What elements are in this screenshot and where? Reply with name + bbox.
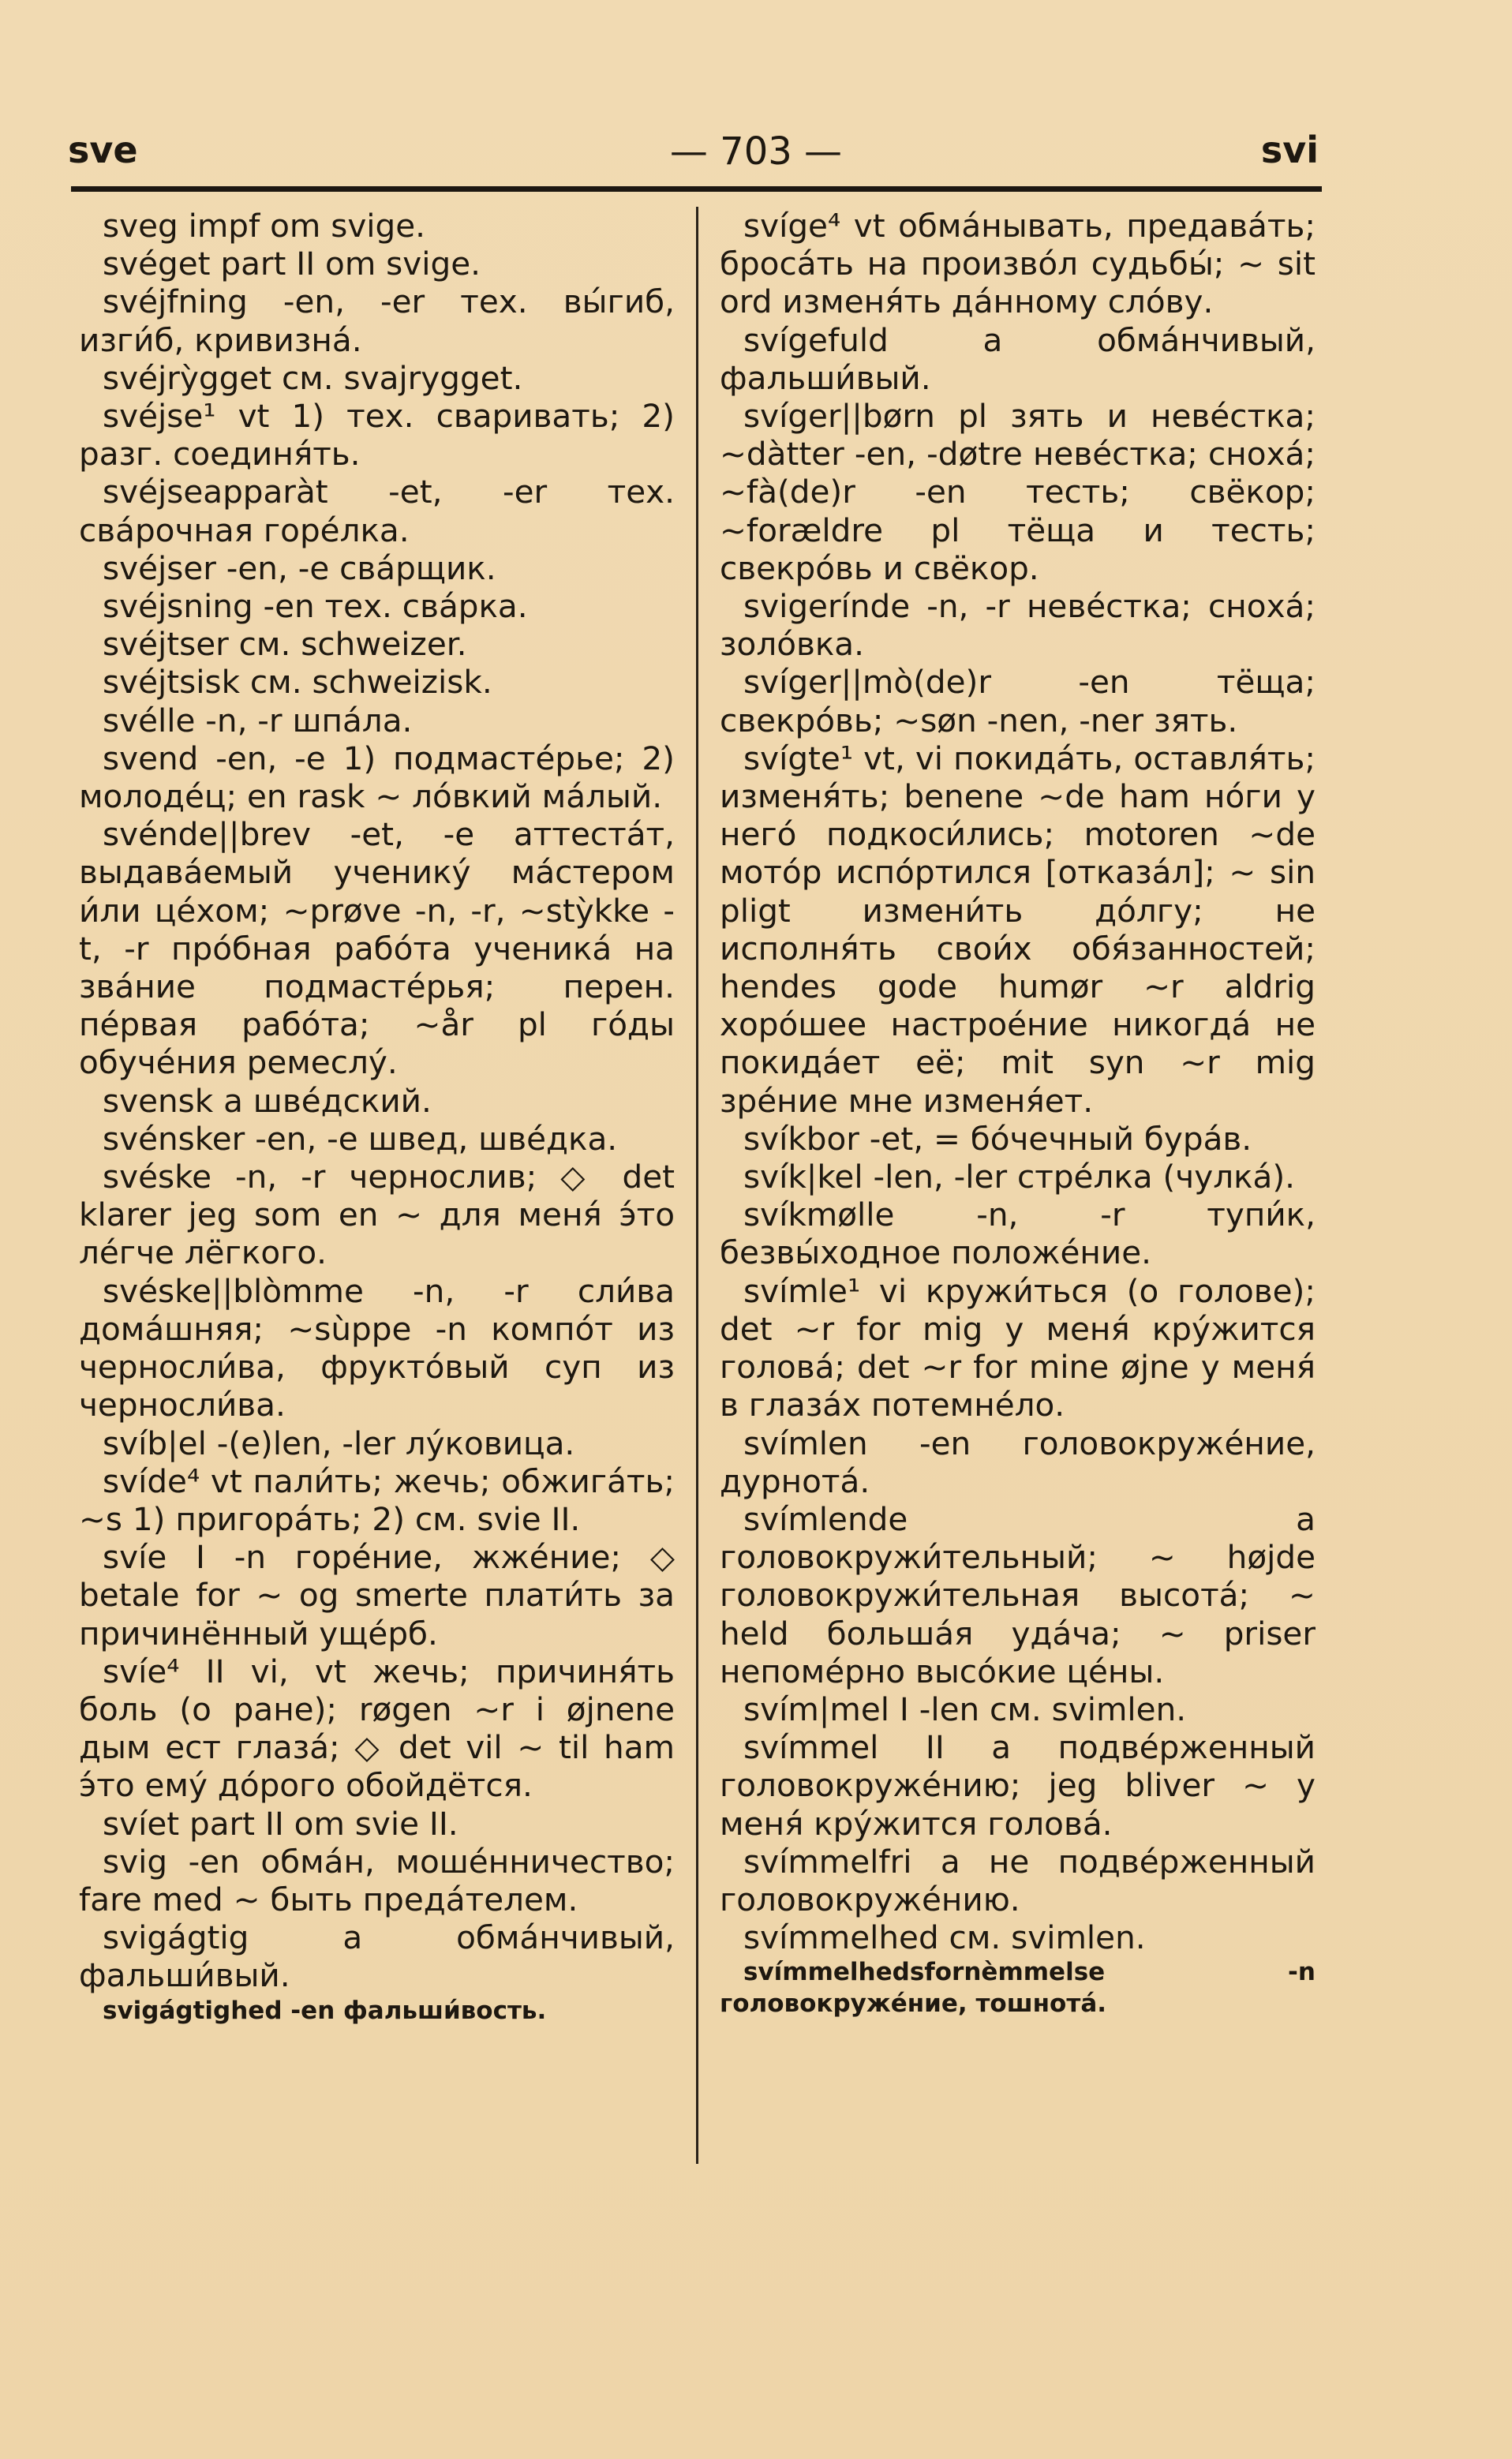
dictionary-entry: svíkmølle -n, -r тупи́к, безвы́ходное положе́ние. bbox=[720, 1196, 1316, 1272]
column-divider bbox=[696, 207, 698, 2164]
dictionary-entry: svímmelhed см. svimlen. bbox=[743, 1918, 1146, 1957]
dictionary-entry: svíkbor -et, = бо́чечный бура́в. bbox=[743, 1119, 1252, 1158]
dictionary-entry: svéjse¹ vt 1) тех. сваривать; 2) разг. соединя́ть. bbox=[79, 397, 675, 473]
dictionary-entry: svímlen -en головокруже́ние, дурнота́. bbox=[720, 1424, 1316, 1500]
dictionary-entry: svíge⁴ vt обма́нывать, предава́ть; броса́ть на произво́л судьбы́; ~ sit ord изменя́ть да́нному сло́ву. bbox=[720, 207, 1316, 321]
dictionary-entry: svíe I -n горе́ние, жже́ние; ◇ betale for ~ og smerte плати́ть за причинённый уще́рб. bbox=[79, 1538, 675, 1652]
dictionary-entry: svíet part II om svie II. bbox=[103, 1804, 458, 1843]
dictionary-entry: svímle¹ vi кружи́ться (о голове); det ~r for mig у меня́ кру́жится голова́; det ~r for mine øjne у меня́ в глаза́х потемне́ло. bbox=[720, 1271, 1316, 1424]
dictionary-entry: svéske||blòmme -n, -r сли́ва дома́шняя; ~sùppe -n компо́т из черносли́ва, фрукто́вый суп из черносли́ва. bbox=[79, 1271, 675, 1424]
dictionary-entry: svímmel II a подве́рженный головокруже́нию; jeg bliver ~ у меня́ кру́жится голова́. bbox=[720, 1728, 1316, 1843]
header-right-guideword: svi bbox=[1260, 129, 1319, 171]
dictionary-entry: svím|mel I -len см. svimlen. bbox=[743, 1690, 1187, 1728]
dictionary-entry: svígte¹ vt, vi покида́ть, оставля́ть; изменя́ть; benene ~de ham но́ги у него́ подкоси́лись; motoren ~de мото́р испо́ртился [отказа́л]; ~ sin pligt измени́ть до́лгу; не исполня́ть свои́х обя́занностей; hendes gode humør ~r aldrig хоро́шее настрое́ние никогда́ не покида́ет её; mit syn ~r mig зре́ние мне изменя́ет. bbox=[720, 739, 1316, 1120]
dictionary-entry: svíger||børn pl зять и неве́стка; ~dàtter -en, -døtre неве́стка; сноха́; ~fà(de)r -en тесть; свёкор; ~forældre pl тёща и тесть; свекро́вь и свёкор. bbox=[720, 397, 1316, 587]
dictionary-entry: svigerínde -n, -r неве́стка; сноха́; золо́вка. bbox=[720, 587, 1316, 664]
dictionary-entry: svéjtser см. schweizer. bbox=[103, 625, 467, 664]
dictionary-entry: svímmelfri a не подве́рженный головокруже́нию. bbox=[720, 1842, 1316, 1918]
dictionary-entry: svéjtsisk см. schweizisk. bbox=[103, 663, 492, 702]
header-left-guideword: sve bbox=[68, 129, 138, 171]
dictionary-entry-footer: svímmelhedsfornèmmelse -n головокруже́ние, тошнота́. bbox=[720, 1958, 1316, 2019]
left-column bbox=[79, 207, 675, 2027]
dictionary-entry-footer: svigágtighed -en фальши́вость. bbox=[103, 1996, 547, 2025]
dictionary-entry: svík|kel -len, -ler стре́лка (чулка́). bbox=[743, 1158, 1296, 1196]
dictionary-entry: svíe⁴ II vi, vt жечь; причиня́ть боль (о ране); røgen ~r i øjnene дым ест глаза́; ◇ det vil ~ til ham э́то ему́ до́рого обойдётся. bbox=[79, 1652, 675, 1805]
dictionary-entry: sveg impf om svige. bbox=[103, 207, 426, 245]
dictionary-entry: svéske -n, -r чернослив; ◇ det klarer jeg som en ~ для меня́ э́то ле́гче лёгкого. bbox=[79, 1158, 675, 1272]
dictionary-entry: svíb|el -(e)len, -ler лу́ковица. bbox=[103, 1424, 575, 1462]
dictionary-entry: svensk a шве́дский. bbox=[103, 1081, 432, 1120]
header-rule bbox=[71, 186, 1322, 192]
dictionary-entry: svigágtig a обма́нчивый, фальши́вый. bbox=[79, 1918, 675, 1995]
dictionary-entry: svéjrỳgget см. svajrygget. bbox=[103, 358, 523, 397]
dictionary-entry: svéjfning -en, -er тех. вы́гиб, изги́б, кривизна́. bbox=[79, 283, 675, 359]
dictionary-entry: svig -en обма́н, моше́нничество; fare med ~ быть преда́телем. bbox=[79, 1842, 675, 1918]
dictionary-entry: svénde||brev -et, -e аттеста́т, выдава́емый ученику́ ма́стером и́ли це́хом; ~prøve -n, -r, ~stỳkke -t, -r про́бная рабо́та ученика́ на зва́ние подмасте́рья; перен. пе́рвая рабо́та; ~år pl го́ды обуче́ния ремеслу́. bbox=[79, 815, 675, 1082]
dictionary-entry: svénsker -en, -e швед, шве́дка. bbox=[103, 1119, 618, 1158]
dictionary-entry: svéjseapparàt -et, -er тех. сва́рочная горе́лка. bbox=[79, 473, 675, 549]
page-number: — 703 — bbox=[669, 129, 843, 174]
dictionary-entry: svíger||mò(de)r -en тёща; свекро́вь; ~søn -nen, -ner зять. bbox=[720, 663, 1316, 739]
dictionary-entry: svéjsning -en тех. сва́рка. bbox=[103, 587, 528, 626]
dictionary-entry: svímlende a головокружи́тельный; ~ højde головокружи́тельная высота́; ~ held больша́я уда́ча; ~ priser непоме́рно высо́кие це́ны. bbox=[720, 1499, 1316, 1690]
dictionary-entry: svéjser -en, -e сва́рщик. bbox=[103, 548, 496, 587]
dictionary-entry: svéget part II om svige. bbox=[103, 245, 481, 283]
dictionary-entry: svend -en, -e 1) подмасте́рье; 2) молоде́ц; en rask ~ ло́вкий ма́лый. bbox=[79, 739, 675, 816]
dictionary-entry: svélle -n, -r шпа́ла. bbox=[103, 701, 413, 739]
dictionary-entry: svíde⁴ vt пали́ть; жечь; обжига́ть; ~s 1) пригора́ть; 2) см. svie II. bbox=[79, 1462, 675, 1538]
dictionary-entry: svígefuld a обма́нчивый, фальши́вый. bbox=[720, 320, 1316, 397]
right-column bbox=[720, 207, 1316, 2019]
